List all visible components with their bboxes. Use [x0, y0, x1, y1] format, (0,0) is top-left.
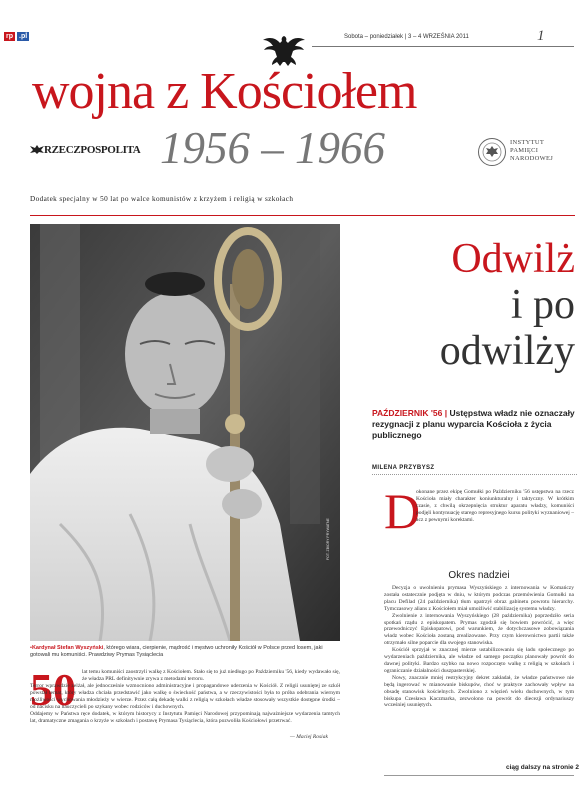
photo-caption [30, 645, 340, 659]
institute-name [510, 139, 553, 163]
headline-line-3: odwilży [439, 328, 575, 374]
subtitle-rule [30, 215, 575, 216]
caption-name: Kardynał Stefan Wyszyński [31, 645, 104, 651]
article-body [384, 585, 574, 709]
institute-line-1: INSTYTUT [510, 139, 545, 146]
newspaper-name: RZECZPOSPOLITA [44, 144, 141, 156]
headline-line-2: i po [510, 282, 575, 328]
lead-separator: | [444, 408, 450, 418]
cardinal-photo [30, 224, 340, 641]
body-paragraph-2: Zwolnienie z internowania Wyszyńskiego (28 października) poprzedziło seria spotkań rządu z episkopatem. Prymas zgodził się bowiem powrócić, a więc przewodniczyć Episkopatowi, pod warunkiem, że dotychczasowe zobowiązania władz wobec Kościoła zostaną zrealizowane. Przy czym kierownictwo partii także otrzymało silne poparcie dla swojego stanowiska. [384, 612, 574, 647]
photo-credit: FOT. ZBIORY PRYWATNE [326, 518, 330, 560]
newspaper-eagle-icon [30, 144, 44, 154]
editorial-signature: — Maciej Rosiak [290, 734, 328, 740]
institute-line-3: NARODOWEJ [510, 155, 554, 162]
masthead: wojna z Kościołem [32, 63, 417, 120]
headline-line-1: Odwilż [451, 236, 575, 282]
lead-text: Ustępstwa władz nie oznaczały rezygnacji z planu wyparcia Kościoła z życia publicznego [372, 408, 575, 440]
body-paragraph-4: Nowy, znacznie mniej restrykcyjny dekret zakładał, że władze państwowe nie będą ingerować w mianowanie biskupów, choć w praktyce zachowały wpływ na obsadę stanowisk kościelnych. Zwolniono z więzień wielu duchownych, w tym biskupa Czesława Kaczmarka, zezwolono na powrót do diecezji ordynariuszy wcześniej usuniętych. [384, 674, 574, 709]
supplement-subtitle: Dodatek specjalny w 50 lat po walce komunistów z krzyżem i religią w szkołach [30, 195, 294, 203]
masthead-years: 1956 – 1966 [160, 123, 385, 173]
editorial-dropcap: 50 [30, 664, 76, 715]
article-lead [372, 408, 577, 441]
institute-line-2: PAMIĘCI [510, 147, 539, 154]
editorial-text [30, 664, 340, 725]
body-paragraph-3: Kościół sprzyjał w znacznej mierze ustabilizowaniu się ładu społecznego po wydarzeniach października, ale władze od samego początku planowały powrót do dawnej polityki. Bardzo szybko na nowo rozpoczęto walkę z religią w szkołach i ograniczanie działalności duszpasterskiej. [384, 647, 574, 674]
lead-kicker: PAŹDZIERNIK '56 [372, 408, 443, 418]
article-intro: okonane przez ekipę Gomułki po Październiku '56 ustępstwa na rzecz Kościoła miały charakter koniunkturalny i taktyczny. W krótkim czasie, z chwilą okrzepnięcia struktur aparatu władzy, komuniści podjęli kontynuację starego represyjnego kursu polityki wyznaniowej – acz z pewnymi korektami. [416, 489, 574, 523]
caption-bullet: • [30, 645, 32, 651]
article-headline [360, 236, 575, 374]
top-rule [312, 46, 574, 47]
body-paragraph-1: Decyzja o uwolnieniu prymasa Wyszyńskiego z internowania w Komańczy została ostatecznie podjęta w dniu, w którym podczas przemówienia Gomułki na placu Defilad (24 października) tłum upatrzył obraz gabinetu powrotu hierarchy. Tymczasowy alians z Kościołem miał umożliwić stabilizację systemu władzy. [384, 585, 574, 612]
ipn-emblem-icon [478, 138, 506, 166]
bottom-rule [384, 775, 574, 776]
editorial-body: Terror wprawdzie zelżał, ale jednocześnie wzmocniono administracyjne i propagandowe uderzenia w Kościół. Z religii usuniętej ze szkół powstał temat, który władza chciała przedstawić jako walkę o świeckość państwa, a w rzeczywistości była to próba odebrania wiernym możliwości wychowania młodzieży w wierze. Przez całą dekadę walki z religią w szkołach władze stosowały wszystkie dostępne środki – od nacisku na nauczycieli po szykany wobec rodziców i duchownych. [30, 683, 340, 710]
continue-link[interactable]: ciąg dalszy na stronie 2 [506, 764, 579, 771]
editorial-body-2: Oddajemy w Państwa ręce dodatek, w którym historycy z Instytutu Pamięci Narodowej przypominają najważniejsze wydarzenia tamtych lat, dramatyczne zmagania o krzyże w szkołach i postawę Prymasa Tysiąclecia, która pozwoliła Kościołowi przetrwać. [30, 711, 340, 724]
top-logos [4, 32, 29, 41]
page-number: 1 [537, 28, 545, 44]
pl-logo-box: .pl [19, 33, 28, 40]
author-rule [372, 474, 577, 475]
editorial-first-lines: lat temu komuniści zaostrzyli walkę z Kościołem. Stało się to już niedługo po Październiku '56, kiedy wydawało się, że władza PRL definitywnie zrywa z metodami terroru. [82, 669, 340, 682]
newspaper-logo [30, 144, 140, 156]
caption-text: , którego wiara, cierpienie, mądrość i męstwo uchroniły Kościół w Polsce przed losem, jaki gotowali mu komuniści. Prawdziwy Prymas Tysiąclecia [30, 645, 323, 658]
rp-logo-box: rp [6, 33, 13, 40]
section-heading: Okres nadziei [448, 570, 510, 581]
intro-dropcap: D [384, 483, 421, 539]
author-name: MILENA PRZYBYSZ [372, 465, 435, 471]
issue-info: Sobota – poniedziałek | 3 – 4 WRZEŚNIA 2011 [344, 34, 469, 40]
